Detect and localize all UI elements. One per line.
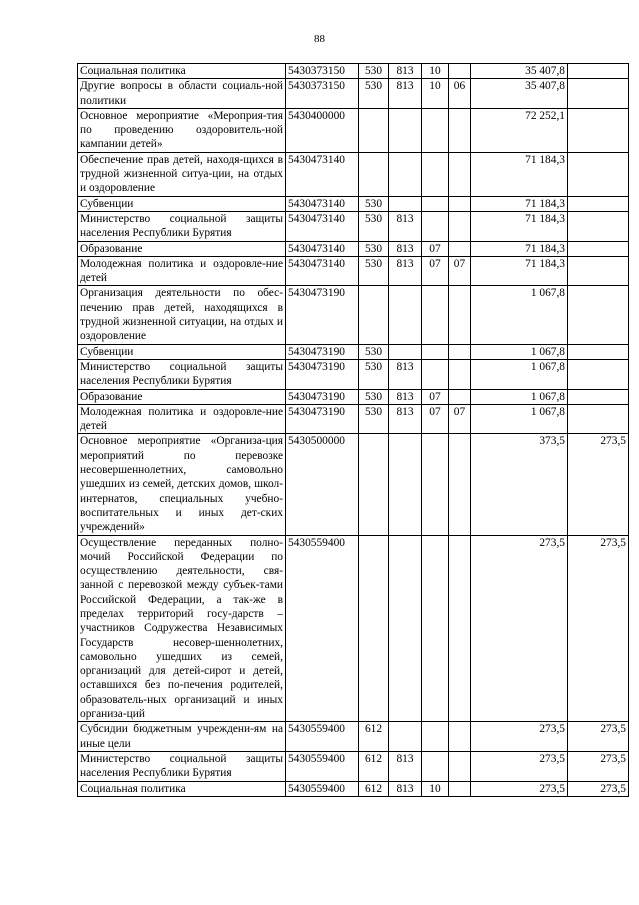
amount-cell: 72 252,1 — [471, 108, 568, 152]
table-row — [78, 286, 629, 344]
amount-cell: 35 407,8 — [471, 64, 568, 79]
target-article-cell: 5430473190 — [286, 404, 359, 434]
subsection-code-cell — [449, 64, 471, 79]
table-row — [78, 722, 629, 752]
subsection-code-cell — [449, 241, 471, 256]
row-name-cell: Молодежная политика и оздоровле-ние детей — [78, 404, 286, 434]
amount-federal-cell — [568, 389, 629, 404]
target-article-cell: 5430473190 — [286, 389, 359, 404]
section-code-cell — [422, 211, 449, 241]
amount-federal-cell — [568, 108, 629, 152]
table-row — [78, 196, 629, 211]
subsection-code-cell — [449, 344, 471, 359]
row-name-cell: Министерство социальной защиты населения Республики Бурятия — [78, 211, 286, 241]
ministry-code-cell — [389, 535, 422, 722]
subsection-code-cell: 07 — [449, 256, 471, 286]
amount-cell: 273,5 — [471, 722, 568, 752]
target-article-cell: 5430559400 — [286, 535, 359, 722]
subsection-code-cell — [449, 535, 471, 722]
expense-type-cell: 530 — [359, 344, 389, 359]
row-name-cell: Субсидии бюджетным учреждени-ям на иные цели — [78, 722, 286, 752]
target-article-cell: 5430473140 — [286, 241, 359, 256]
row-name-cell: Основное мероприятие «Мероприя-тия по проведению оздоровитель-ной кампании детей» — [78, 108, 286, 152]
section-code-cell: 10 — [422, 781, 449, 796]
target-article-cell: 5430473190 — [286, 286, 359, 344]
target-article-cell: 5430473140 — [286, 211, 359, 241]
amount-cell: 273,5 — [471, 781, 568, 796]
expense-type-cell: 612 — [359, 781, 389, 796]
subsection-code-cell — [449, 108, 471, 152]
expense-type-cell: 530 — [359, 404, 389, 434]
amount-federal-cell: 273,5 — [568, 781, 629, 796]
expense-type-cell: 612 — [359, 722, 389, 752]
ministry-code-cell: 813 — [389, 404, 422, 434]
row-name-cell: Субвенции — [78, 196, 286, 211]
row-name-cell: Образование — [78, 241, 286, 256]
amount-cell: 1 067,8 — [471, 359, 568, 389]
table-row — [78, 389, 629, 404]
row-name-cell: Другие вопросы в области социаль-ной политики — [78, 79, 286, 109]
subsection-code-cell — [449, 196, 471, 211]
section-code-cell — [422, 344, 449, 359]
amount-cell: 71 184,3 — [471, 241, 568, 256]
row-name-cell: Осуществление переданных полно-мочий Российской Федерации по осуществлению деятельности, свя-занной с перевозкой между субъек-тами Российской Федерации, а так-же в пределах территорий госу-дарств – участников Содружества Независимых Государств несовер-шеннолетних, самовольно ушедших из семей, организаций для детей-сирот и детей, оставшихся без по-печения родителей, образователь-ных организаций и иных организа-ций — [78, 535, 286, 722]
subsection-code-cell: 06 — [449, 79, 471, 109]
amount-cell: 1 067,8 — [471, 286, 568, 344]
table-row — [78, 256, 629, 286]
ministry-code-cell: 813 — [389, 241, 422, 256]
subsection-code-cell — [449, 389, 471, 404]
row-name-cell: Субвенции — [78, 344, 286, 359]
table-row — [78, 64, 629, 79]
expense-type-cell — [359, 434, 389, 535]
amount-cell: 71 184,3 — [471, 152, 568, 196]
section-code-cell: 07 — [422, 389, 449, 404]
target-article-cell: 5430373150 — [286, 64, 359, 79]
amount-federal-cell — [568, 152, 629, 196]
expense-type-cell: 530 — [359, 196, 389, 211]
amount-federal-cell — [568, 241, 629, 256]
row-name-cell: Социальная политика — [78, 781, 286, 796]
ministry-code-cell: 813 — [389, 389, 422, 404]
section-code-cell: 07 — [422, 256, 449, 286]
ministry-code-cell — [389, 722, 422, 752]
ministry-code-cell: 813 — [389, 751, 422, 781]
ministry-code-cell — [389, 434, 422, 535]
table-row — [78, 79, 629, 109]
expense-type-cell — [359, 286, 389, 344]
expense-type-cell: 530 — [359, 359, 389, 389]
table-row — [78, 241, 629, 256]
table-row — [78, 434, 629, 535]
subsection-code-cell — [449, 751, 471, 781]
amount-cell: 35 407,8 — [471, 79, 568, 109]
row-name-cell: Организация деятельности по обес-печению прав детей, находящихся в трудной жизненной ситуации, на отдых и оздоровление — [78, 286, 286, 344]
amount-federal-cell: 273,5 — [568, 434, 629, 535]
amount-cell: 71 184,3 — [471, 196, 568, 211]
expense-type-cell: 530 — [359, 256, 389, 286]
ministry-code-cell: 813 — [389, 359, 422, 389]
target-article-cell: 5430473140 — [286, 152, 359, 196]
table-row — [78, 152, 629, 196]
target-article-cell: 5430400000 — [286, 108, 359, 152]
amount-cell: 1 067,8 — [471, 404, 568, 434]
expense-type-cell: 612 — [359, 751, 389, 781]
ministry-code-cell — [389, 344, 422, 359]
ministry-code-cell — [389, 152, 422, 196]
amount-cell: 71 184,3 — [471, 256, 568, 286]
row-name-cell: Министерство социальной защиты населения Республики Бурятия — [78, 359, 286, 389]
amount-federal-cell: 273,5 — [568, 722, 629, 752]
subsection-code-cell — [449, 359, 471, 389]
section-code-cell — [422, 535, 449, 722]
section-code-cell: 07 — [422, 241, 449, 256]
expense-type-cell: 530 — [359, 389, 389, 404]
amount-cell: 1 067,8 — [471, 389, 568, 404]
ministry-code-cell — [389, 108, 422, 152]
subsection-code-cell — [449, 722, 471, 752]
target-article-cell: 5430500000 — [286, 434, 359, 535]
expense-type-cell — [359, 535, 389, 722]
table-row — [78, 404, 629, 434]
amount-federal-cell: 273,5 — [568, 751, 629, 781]
expense-type-cell: 530 — [359, 241, 389, 256]
table-row — [78, 751, 629, 781]
table-row — [78, 359, 629, 389]
ministry-code-cell: 813 — [389, 64, 422, 79]
section-code-cell — [422, 196, 449, 211]
amount-federal-cell — [568, 344, 629, 359]
section-code-cell — [422, 108, 449, 152]
section-code-cell — [422, 152, 449, 196]
table-row — [78, 211, 629, 241]
amount-federal-cell — [568, 286, 629, 344]
ministry-code-cell: 813 — [389, 79, 422, 109]
row-name-cell: Социальная политика — [78, 64, 286, 79]
expense-type-cell — [359, 108, 389, 152]
page-number: 88 — [314, 33, 325, 45]
amount-federal-cell — [568, 196, 629, 211]
expense-type-cell: 530 — [359, 211, 389, 241]
expense-type-cell: 530 — [359, 64, 389, 79]
ministry-code-cell: 813 — [389, 256, 422, 286]
ministry-code-cell — [389, 286, 422, 344]
subsection-code-cell — [449, 434, 471, 535]
budget-table — [77, 63, 629, 797]
section-code-cell — [422, 286, 449, 344]
subsection-code-cell — [449, 286, 471, 344]
subsection-code-cell — [449, 152, 471, 196]
ministry-code-cell: 813 — [389, 781, 422, 796]
amount-federal-cell — [568, 359, 629, 389]
amount-federal-cell — [568, 256, 629, 286]
amount-federal-cell — [568, 211, 629, 241]
amount-cell: 273,5 — [471, 535, 568, 722]
amount-cell: 373,5 — [471, 434, 568, 535]
ministry-code-cell: 813 — [389, 211, 422, 241]
section-code-cell — [422, 722, 449, 752]
section-code-cell — [422, 359, 449, 389]
amount-cell: 1 067,8 — [471, 344, 568, 359]
amount-federal-cell — [568, 64, 629, 79]
target-article-cell: 5430559400 — [286, 722, 359, 752]
table-body — [78, 64, 629, 797]
table-row — [78, 535, 629, 722]
expense-type-cell — [359, 152, 389, 196]
target-article-cell: 5430559400 — [286, 781, 359, 796]
row-name-cell: Образование — [78, 389, 286, 404]
target-article-cell: 5430473190 — [286, 359, 359, 389]
subsection-code-cell — [449, 211, 471, 241]
amount-federal-cell — [568, 79, 629, 109]
section-code-cell: 10 — [422, 79, 449, 109]
section-code-cell — [422, 751, 449, 781]
target-article-cell: 5430473140 — [286, 196, 359, 211]
amount-cell: 71 184,3 — [471, 211, 568, 241]
target-article-cell: 5430473190 — [286, 344, 359, 359]
subsection-code-cell: 07 — [449, 404, 471, 434]
target-article-cell: 5430373150 — [286, 79, 359, 109]
row-name-cell: Основное мероприятие «Организа-ция мероприятий по перевозке несовершеннолетних, самовольно ушедших из семей, детских домов, школ-интернатов, специальных учебно-воспитательных и иных дет-ских учреждений» — [78, 434, 286, 535]
row-name-cell: Молодежная политика и оздоровле-ние детей — [78, 256, 286, 286]
section-code-cell: 07 — [422, 404, 449, 434]
target-article-cell: 5430473140 — [286, 256, 359, 286]
amount-federal-cell — [568, 404, 629, 434]
subsection-code-cell — [449, 781, 471, 796]
table-row — [78, 344, 629, 359]
amount-cell: 273,5 — [471, 751, 568, 781]
table-row — [78, 108, 629, 152]
row-name-cell: Обеспечение прав детей, находя-щихся в трудной жизненной ситуа-ции, на отдых и оздоровление — [78, 152, 286, 196]
row-name-cell: Министерство социальной защиты населения Республики Бурятия — [78, 751, 286, 781]
amount-federal-cell: 273,5 — [568, 535, 629, 722]
ministry-code-cell — [389, 196, 422, 211]
expense-type-cell: 530 — [359, 79, 389, 109]
table-row — [78, 781, 629, 796]
section-code-cell — [422, 434, 449, 535]
target-article-cell: 5430559400 — [286, 751, 359, 781]
section-code-cell: 10 — [422, 64, 449, 79]
